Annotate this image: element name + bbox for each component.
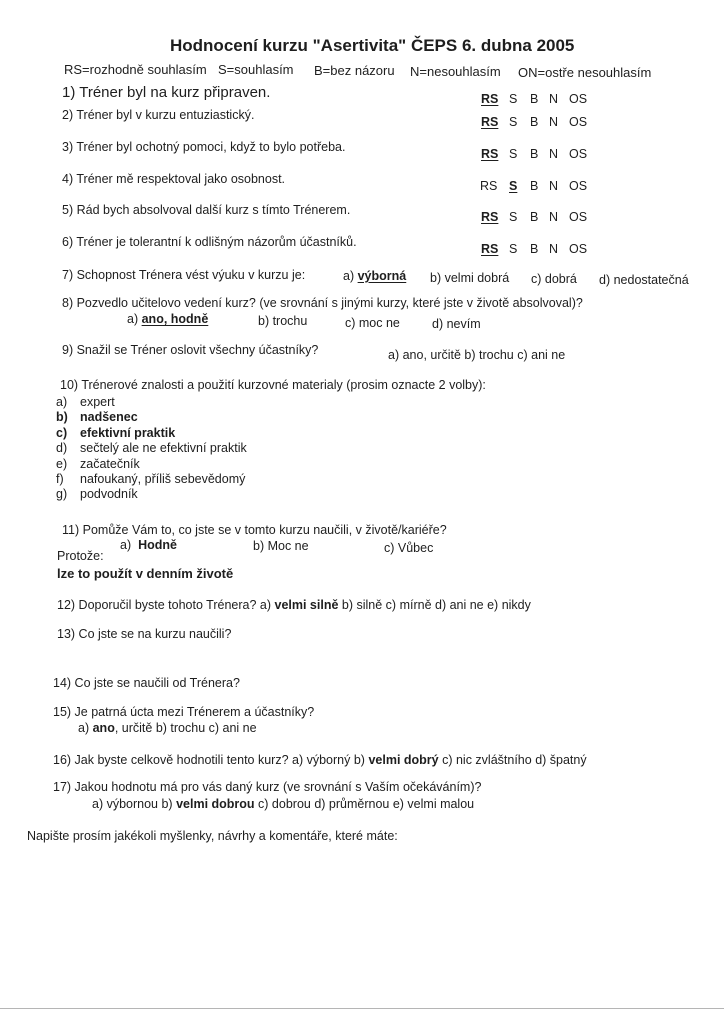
q11-option-b: b) Moc ne bbox=[253, 539, 309, 553]
q13-question: 13) Co jste se na kurzu naučili? bbox=[57, 627, 232, 641]
statement-6-rating-rs: RS bbox=[481, 242, 499, 256]
q8-question: 8) Pozvedlo učitelovo vedení kurz? (ve srovnání s jinými kurzy, které jste v životě absolvoval)? bbox=[62, 296, 583, 310]
q17-question: 17) Jakou hodnotu má pro vás daný kurz (ve srovnání s Vaším očekáváním)? bbox=[53, 780, 482, 794]
q7-option-d: d) nedostatečná bbox=[599, 273, 689, 287]
q11-because-label: Protože: bbox=[57, 549, 104, 563]
statement-2-text: 2) Tréner byl v kurzu entuziastický. bbox=[62, 108, 255, 122]
q10-option-a: a) expert bbox=[56, 395, 115, 409]
q7-option-c: c) dobrá bbox=[531, 272, 577, 286]
q11-selected-answer: Hodně bbox=[138, 538, 177, 552]
statement-2-rating-n: N bbox=[549, 115, 559, 129]
q12-question: 12) Doporučil byste tohoto Trénera? a) velmi silně b) silně c) mírně d) ani ne e) nikdy bbox=[57, 598, 531, 612]
statement-4-text: 4) Tréner mě respektoval jako osobnost. bbox=[62, 172, 286, 186]
q10-question: 10) Trénerové znalosti a použití kurzovné materialy (prosim oznacte 2 volby): bbox=[60, 378, 486, 392]
q11-option-a: a) Hodně bbox=[120, 538, 177, 552]
q16-selected-answer: velmi dobrý bbox=[368, 753, 439, 767]
statement-5-rating-rs: RS bbox=[481, 210, 499, 224]
statement-2-rating-os: OS bbox=[569, 115, 588, 129]
statement-5-rating-os: OS bbox=[569, 210, 588, 224]
statement-1-rating-b: B bbox=[530, 92, 539, 106]
legend-rs: RS=rozhodně souhlasím bbox=[64, 62, 207, 77]
statement-6-rating-s: S bbox=[509, 242, 518, 256]
statement-3-rating-rs: RS bbox=[481, 147, 499, 161]
q8-option-b: b) trochu bbox=[258, 314, 308, 328]
q8-selected-answer: ano, hodně bbox=[141, 312, 209, 326]
statement-6-text: 6) Tréner je tolerantní k odlišným názorům účastníků. bbox=[62, 235, 357, 249]
legend-s: S=souhlasím bbox=[218, 62, 294, 77]
page-title: Hodnocení kurzu "Asertivita" ČEPS 6. dubna 2005 bbox=[170, 36, 575, 55]
statement-4-rating-n: N bbox=[549, 179, 559, 193]
statement-5-rating-s: S bbox=[509, 210, 518, 224]
q15-selected-answer: ano bbox=[92, 721, 115, 735]
q7-option-a: a) výborná bbox=[343, 269, 407, 283]
statement-4-rating-s: S bbox=[509, 179, 518, 193]
q9-question: 9) Snažil se Tréner oslovit všechny účastníky? bbox=[62, 343, 319, 357]
q12-selected-answer: velmi silně bbox=[274, 598, 339, 612]
q17-selected-answer: velmi dobrou bbox=[176, 797, 255, 811]
statement-1-rating-n: N bbox=[549, 92, 559, 106]
statement-2-rating-b: B bbox=[530, 115, 539, 129]
q11-option-c: c) Vůbec bbox=[384, 541, 434, 555]
statement-2-rating-s: S bbox=[509, 115, 518, 129]
statement-6-rating-n: N bbox=[549, 242, 559, 256]
statement-3-rating-os: OS bbox=[569, 147, 588, 161]
q10-option-f: f) nafoukaný, příliš sebevědomý bbox=[56, 472, 246, 486]
statement-6-rating-b: B bbox=[530, 242, 539, 256]
statement-1-rating-rs: RS bbox=[481, 92, 499, 106]
q8-option-d: d) nevím bbox=[432, 317, 481, 331]
q7-selected-answer: výborná bbox=[357, 269, 407, 283]
q11-question: 11) Pomůže Vám to, co jste se v tomto kurzu naučili, v životě/kariéře? bbox=[62, 523, 447, 537]
q10-option-b: b) nadšenec bbox=[56, 410, 138, 424]
bottom-divider bbox=[0, 1008, 724, 1009]
statement-3-rating-n: N bbox=[549, 147, 559, 161]
statement-2-rating-rs: RS bbox=[481, 115, 499, 129]
q7-question: 7) Schopnost Trénera vést výuku v kurzu je: bbox=[62, 268, 306, 282]
statement-6-rating-os: OS bbox=[569, 242, 588, 256]
q8-option-c: c) moc ne bbox=[345, 316, 400, 330]
q10-option-g: g) podvodník bbox=[56, 487, 138, 501]
q15-question: 15) Je patrná úcta mezi Trénerem a účastníky? bbox=[53, 705, 315, 719]
q10-option-e: e) začatečník bbox=[56, 457, 140, 471]
statement-4-rating-b: B bbox=[530, 179, 539, 193]
statement-3-text: 3) Tréner byl ochotný pomoci, když to bylo potřeba. bbox=[62, 140, 346, 154]
statement-3-rating-b: B bbox=[530, 147, 539, 161]
statement-3-rating-s: S bbox=[509, 147, 518, 161]
statement-1-rating-os: OS bbox=[569, 92, 588, 106]
q11-because-answer: lze to použít v denním životě bbox=[57, 566, 234, 581]
q7-option-b: b) velmi dobrá bbox=[430, 271, 510, 285]
q8-option-a: a) ano, hodně bbox=[127, 312, 209, 326]
q14-question: 14) Co jste se naučili od Trénera? bbox=[53, 676, 240, 690]
statement-4-rating-os: OS bbox=[569, 179, 588, 193]
q10-option-d: d) sečtelý ale ne efektivní praktik bbox=[56, 441, 247, 455]
q17-answers: a) výbornou b) velmi dobrou c) dobrou d) průměrnou e) velmi malou bbox=[92, 797, 475, 811]
statement-5-text: 5) Rád bych absolvoval další kurz s tímto Trénerem. bbox=[62, 203, 351, 217]
statement-1-text: 1) Tréner byl na kurz připraven. bbox=[62, 84, 271, 101]
comments-prompt: Napište prosím jakékoli myšlenky, návrhy a komentáře, které máte: bbox=[27, 829, 398, 843]
statement-1-rating-s: S bbox=[509, 92, 518, 106]
q16-question: 16) Jak byste celkově hodnotili tento kurz? a) výborný b) velmi dobrý c) nic zvláštního d) špatný bbox=[53, 753, 587, 767]
statement-4-rating-rs: RS bbox=[480, 179, 498, 193]
legend-on: ON=ostře nesouhlasím bbox=[518, 65, 652, 80]
statement-5-rating-b: B bbox=[530, 210, 539, 224]
q10-option-c: c) efektivní praktik bbox=[56, 426, 176, 440]
q15-answers: a) ano, určitě b) trochu c) ani ne bbox=[78, 721, 257, 735]
legend-n: N=nesouhlasím bbox=[410, 64, 501, 79]
q9-answers: a) ano, určitě b) trochu c) ani ne bbox=[388, 348, 566, 362]
statement-5-rating-n: N bbox=[549, 210, 559, 224]
legend-b: B=bez názoru bbox=[314, 63, 395, 78]
